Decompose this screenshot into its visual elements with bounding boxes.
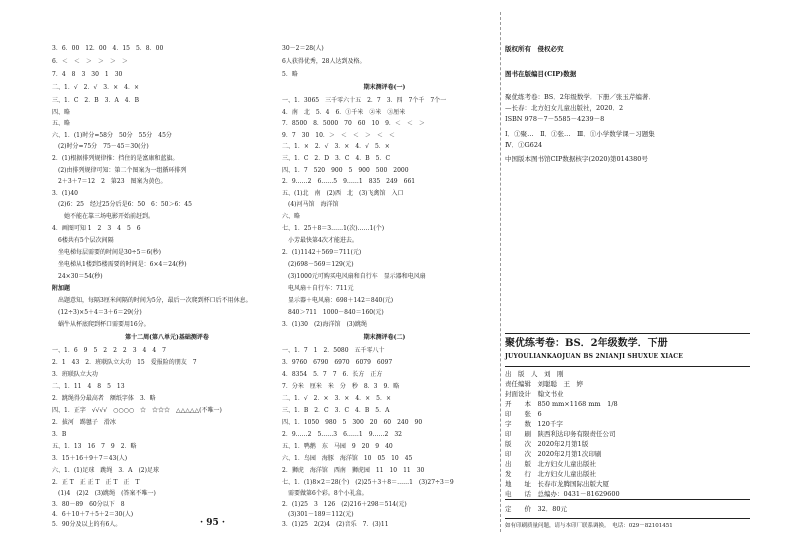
answer-line: 坐电梯每层需要的时间是30÷5＝6(秒)	[52, 249, 161, 256]
answer-line: 6人获得优秀，28人达到及格。	[282, 58, 366, 65]
answer-line: (4)河马馆 海洋馆	[282, 201, 339, 208]
answer-line: 5．90分及以上的有6人。	[52, 521, 122, 528]
cip-line: Ⅳ．①G624	[505, 141, 543, 149]
answer-line: 4．6＋10＋7＋5＋2＝30(人)	[52, 511, 134, 518]
answer-line: 二、1．√ 2．√ 3．× 4．×	[52, 84, 139, 91]
answer-line: 6．＜ ＜ ＞ ＞ ＞ ＞	[52, 58, 128, 65]
answer-line: 二、1．√ 2．× 3．× 4．× 5．×	[282, 395, 392, 402]
cip-line: —长春：北方妇女儿童出版社，2020．2	[505, 104, 624, 112]
book-info-line: 印 张 6	[505, 410, 542, 418]
answer-line: 2．拔河 踢毽子 滑冰	[52, 419, 116, 426]
answer-line: 24×30＝54(秒)	[52, 273, 103, 280]
answer-line: 2＋3＋7＝12 2 第23 图案为黄色。	[52, 178, 167, 185]
answer-line: 四、略	[52, 109, 71, 116]
book-info-line: 印 次 2020年2月第1次印刷	[505, 450, 602, 458]
answer-line: 三、1．C 2．D 3．C 4．B 5．C	[282, 155, 391, 162]
rule-line	[505, 333, 750, 334]
answer-line: 七、1．(1)8×2＝28(个) (2)25＋3＋8＝……1 (3)27÷3＝9	[282, 479, 454, 486]
book-info-line: 出 版 人 刘 刚	[505, 370, 564, 378]
rule-line	[505, 366, 750, 367]
section-heading: 期末测评卷(一)	[363, 84, 406, 91]
answer-line: 四、1．正字 √√√√ ○○○○ ☆ ☆☆☆ △△△△△(不唯一)	[52, 407, 222, 414]
answer-line: 7．8500 8．5000 70 60 10 9．＜ ＜ ＞	[282, 120, 425, 127]
book-info-line: 出 版 北方妇女儿童出版社	[505, 460, 596, 468]
answer-line: 显示器＋电风扇：698＋142＝840(元)	[282, 297, 394, 304]
answer-line: 一、1．7 1 2．5080 五千零八十	[282, 347, 385, 354]
answer-line: (1)4 (2)2 (3)跳绳 (答案不唯一)	[52, 490, 156, 497]
answer-line: 需要做第6个彩。8个小礼盒。	[282, 490, 368, 497]
answer-line: 3．9760 6790 6970 6079 6097	[282, 359, 393, 366]
answer-line: (2)时分=75分 75－45＝30(分)	[52, 143, 149, 150]
section-heading: 附加题	[52, 285, 71, 292]
cip-heading: 图书在版编目(CIP)数据	[505, 70, 577, 78]
answer-line: (12÷3)×5＋4＝3＋6＝29(分)	[52, 309, 142, 316]
page-number: · 95 ·	[200, 518, 226, 528]
section-heading: 期末测评卷(二)	[363, 334, 406, 341]
answer-line: 2．(1)25 3 126 (2)216＋298＝514(元)	[282, 501, 407, 508]
answer-line: 电风扇＋自行车：711元	[282, 285, 354, 292]
answer-line: 7．4 8 3 30 1 30	[52, 71, 123, 78]
cip-line: Ⅰ．①聚… Ⅱ．①张… Ⅲ．①小学数学课－习题集	[505, 130, 655, 138]
answer-line: (2)6：25 经过25分后是6：50 6：50＞6：45	[52, 201, 192, 208]
column-divider	[500, 12, 501, 532]
answer-line: 30－2＝28(人)	[282, 45, 324, 52]
print-quality-notice: 如有印刷质量问题，请与本印厂联系调换。 电话：029－82101451	[505, 523, 673, 529]
book-title: 聚优练考卷：BS．2年级数学．下册	[505, 338, 668, 349]
answer-line: 7．分米 厘米 米 分 秒 8．3 9．略	[282, 383, 400, 390]
answer-line: 3．班联队立大功	[52, 371, 98, 378]
answer-line: 3．(1)25 2(2)4 (2)音乐 7．(3)11	[282, 521, 389, 528]
cip-line: ISBN 978－7－5585－4239－8	[505, 115, 605, 123]
answer-line: 4．画图可知 1 2 3 4 5 6	[52, 225, 141, 232]
book-info-line: 定 价 32．80元	[505, 505, 568, 513]
rule-line	[505, 499, 750, 500]
rule-line	[505, 518, 750, 519]
answer-line: 4．南 北 5．4 6．①千米 ②米 ③厘米	[282, 109, 406, 116]
answer-line: 3．(1)30 (2)海洋馆 (3)跳绳	[282, 321, 367, 328]
answer-line: 2．狮虎 海洋馆 西南 狮虎园 11 10 11 30	[282, 467, 425, 474]
book-info-line: 发 行 北方妇女儿童出版社	[505, 470, 596, 478]
answer-line: 蜗牛从杯底爬到杯口需要用16分。	[52, 321, 150, 328]
answer-line: (2)由排列规律可知：第二个图案为一组循环排列	[52, 167, 187, 174]
answer-line: (3)1000元可购买电风扇和自行车 显示器和电风扇	[282, 273, 426, 280]
answer-line: 2．跳绳得分最高者 额纸字体 3．略	[52, 395, 156, 402]
copyright-notice: 版权所有 侵权必究	[505, 45, 564, 53]
answer-line: 2．正 T 正 正 T 正 T 正 T	[52, 479, 140, 486]
answer-line: 2．9……2 5……3 6……1 9……2 32	[282, 431, 402, 438]
answer-line: 5．略	[282, 71, 298, 78]
book-info-line: 版 次 2020年2月第1版	[505, 440, 589, 448]
answer-line: 一、1．3065 三千零六十五 2．7 3．四 7个千 7个一	[282, 97, 447, 104]
answer-line: 2．9……2 6……5 9……1 835 249 661	[282, 178, 416, 185]
answer-line: (2)698－569＝129(元)	[282, 261, 354, 268]
answer-line: 2．1 43 2．班联队立大功 15 爱报险的朋友 7	[52, 359, 197, 366]
answer-line: 四、1．1050 980 5 300 20 60 240 90	[282, 419, 423, 426]
cip-line: 中国版本图书馆CIP数据核字(2020)第014380号	[505, 155, 648, 163]
answer-line: 2．(1)1142＋569＝711(元)	[282, 249, 362, 256]
book-info-line: 地 址 长春市龙腾国际出版大厦	[505, 480, 609, 488]
pinyin-title: JUYOULIANKAOJUAN BS 2NIANJI SHUXUE XIACE	[505, 353, 684, 360]
answer-line: 她不能在靠三场电影开始前赶到。	[52, 213, 155, 220]
answer-line: 五、1．13 16 7 9 2．略	[52, 443, 137, 450]
answer-line: 三、1．B 2．C 3．C 4．B 5．A	[282, 407, 390, 414]
answer-line: 五、1．鸭鹅 东 马园 9 20 9 40	[282, 443, 393, 450]
answer-line: 二、1．11 4 8 5 13	[52, 383, 125, 390]
answer-line: 出题意知，每隔3厘米间隔的时间为5分，最后一次爬到杯口后不用休息。	[52, 297, 252, 304]
answer-line: 2．(1)根据排列规律推：挡住的是富康和蓝旗。	[52, 155, 179, 162]
answer-line: 一、1．6 9 5 2 2 2 3 4 4 7	[52, 347, 166, 354]
book-info-line: 印 刷 陕西利达印务有限责任公司	[505, 430, 616, 438]
book-info-line: 责任编辑 刘聪聪 王 婷	[505, 380, 583, 388]
answer-line: 4．8354 5．7 7 6．长方 正方	[282, 371, 383, 378]
answer-line: 坐电梯从1楼到5楼需要的时间是：6×4＝24(秒)	[52, 261, 187, 268]
answer-line: 3．(1)40	[52, 190, 78, 197]
answer-line: 840＞711 1000－840＝160(元)	[282, 309, 384, 316]
answer-line: 二、1．× 2．√ 3．× 4．√ 5．×	[282, 143, 390, 150]
answer-line: 五、(1)北 南 (2)西 北 (3)飞禽馆 入口	[282, 190, 404, 197]
answer-line: 3．B	[52, 431, 67, 438]
section-heading: 第十二周(第八单元)基础测评卷	[125, 334, 209, 341]
answer-line: 七、1．25＋8＝3……1(次)……1(个)	[282, 225, 385, 232]
book-info-line: 开 本 850 mm×1168 mm 1/8	[505, 400, 618, 408]
cip-line: 聚优练考卷：BS．2年级数学．下册／张玉芹编著．	[505, 93, 655, 101]
answer-line: 六、1．(1)足球 跳绳 3．A (2)足球	[52, 467, 159, 474]
answer-line: 9．7 30 10．＞ ＜ ＜ ＞ ＜ ＜	[282, 132, 395, 139]
answer-line: 小芳最快第4次才能进去。	[282, 237, 358, 244]
answer-line: 六、1．(1)时分=58分 50分 55分 45分	[52, 132, 172, 139]
book-info-line: 封面设计 翰文书业	[505, 390, 564, 398]
answer-line: 四、1．7 520 900 5 900 500 2000	[282, 167, 409, 174]
answer-line: 3．6．00 12．00 4．15 5．8．00	[52, 45, 164, 52]
answer-line: (3)301－189＝112(元)	[282, 511, 354, 518]
answer-line: 三、1．C 2．B 3．A 4．B	[52, 97, 140, 104]
answer-line: 6楼共有5个层次间隔	[52, 237, 114, 244]
answer-line: 六、1．鸟园 海豚 海洋馆 10 05 10 45	[282, 455, 413, 462]
answer-line: 3．80－89 60分以下 8	[52, 501, 125, 508]
answer-line: 六、略	[282, 213, 301, 220]
answer-line: 3．15＋16＋9＋7＝43(人)	[52, 455, 128, 462]
book-info-line: 字 数 120千字	[505, 420, 563, 428]
book-info-line: 电 话 总编办：0431－81629600	[505, 490, 620, 498]
answer-line: 五、略	[52, 120, 71, 127]
